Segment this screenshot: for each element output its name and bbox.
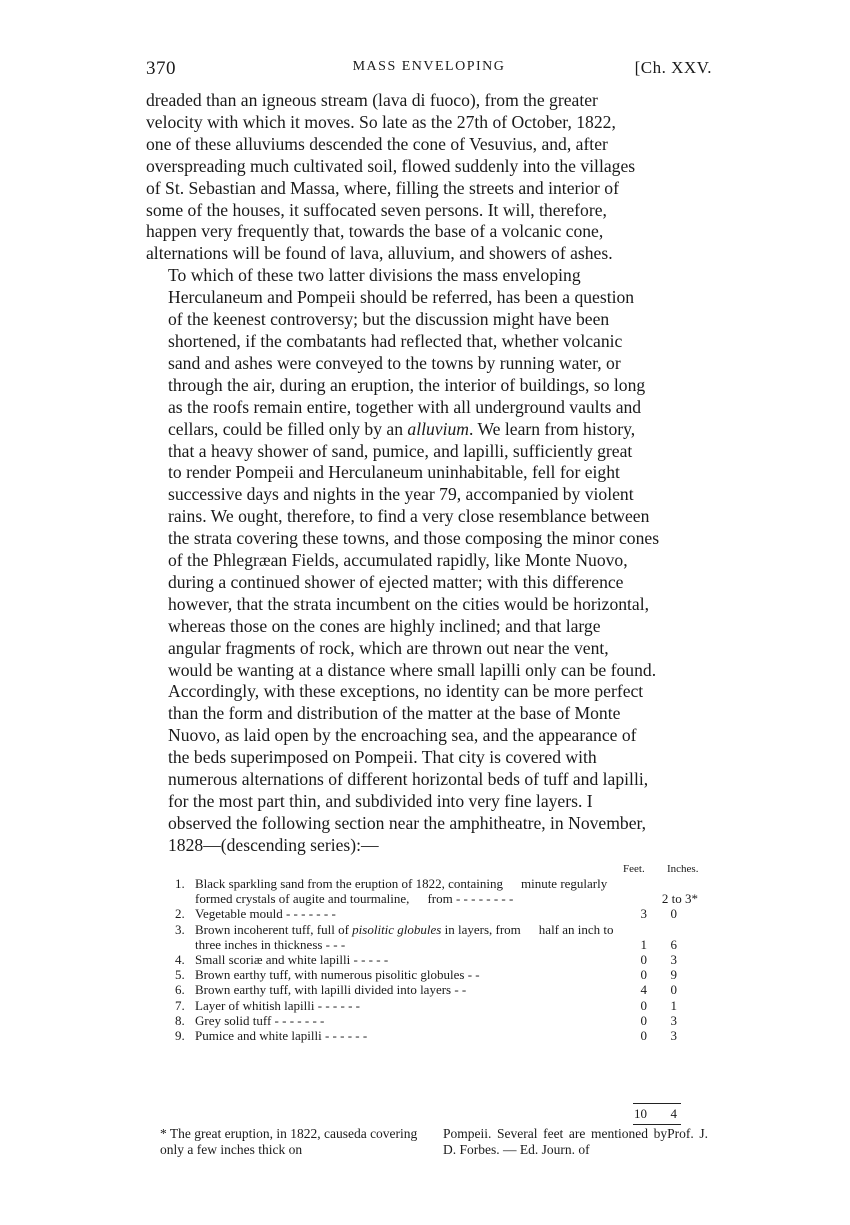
row-number: 1. <box>175 876 185 891</box>
emphasis: alluvium <box>407 418 469 439</box>
section-row <box>175 1028 705 1043</box>
text-line: numerous alternations of different horizontal beds of tuff and lapilli, <box>168 769 649 790</box>
row-description-line: Brown earthy tuff, with numerous pisolitic globules - - <box>195 967 480 983</box>
text-line: for the most part thin, and subdivided into very fine layers. I <box>168 791 593 811</box>
text-line: the strata covering these towns, and those composing the minor cones <box>168 528 660 549</box>
text-line: cellars, could be filled only by an alluvium. We learn from history, <box>168 418 636 439</box>
text-line: overspreading much cultivated soil, flowed suddenly into the villages <box>146 155 636 176</box>
row-inches: 3 <box>670 1012 677 1028</box>
total-feet: 10 <box>634 1106 647 1121</box>
text-line: Accordingly, with these exceptions, no identity can be more perfect <box>168 681 644 702</box>
inches-column-header: Inches. <box>667 863 699 875</box>
row-feet: 4 <box>640 982 647 998</box>
row-number: 5. <box>175 967 185 983</box>
row-feet: 0 <box>640 952 647 968</box>
row-feet: 0 <box>640 997 647 1013</box>
total-inches: 4 <box>670 1106 677 1121</box>
row-number: 3. <box>175 921 185 937</box>
row-description <box>195 1013 615 1028</box>
text-line: rains. We ought, therefore, to find a very close resemblance between <box>168 506 650 527</box>
footnote-left-column <box>160 1126 435 1158</box>
row-description-line: half an inch to three inches in thickness - - - <box>195 921 614 952</box>
text-line: alternations will be found of lava, alluvium, and showers of ashes. <box>146 243 613 264</box>
total-underline <box>633 1124 681 1125</box>
row-feet: 0 <box>640 1012 647 1028</box>
text-line: however, that the strata incumbent on the cities would be horizontal, <box>168 593 650 614</box>
text-line: observed the following section near the amphitheatre, in November, <box>168 812 647 833</box>
row-description-line: minute regularly formed crystals of augite and tourmaline, <box>195 876 608 907</box>
text-line: to render Pompeii and Herculaneum uninhabitable, fell for eight <box>168 462 620 483</box>
emphasis: pisolitic globules <box>352 921 442 937</box>
text-line: than the form and distribution of the matter at the base of Monte <box>168 703 621 724</box>
text-line: during a continued shower of ejected matter; with this difference <box>168 571 624 592</box>
footnote-line: a covering only a few inches thick on <box>160 1126 418 1157</box>
row-description-line: Layer of whitish lapilli - - - - - - <box>195 997 360 1013</box>
row-description <box>195 922 615 952</box>
text-line: angular fragments of rock, which are thrown out near the vent, <box>168 637 609 658</box>
paragraph-1 <box>146 90 710 265</box>
body-text <box>146 90 710 857</box>
section-row <box>175 982 705 997</box>
row-description-line: Pumice and white lapilli - - - - - - <box>195 1028 368 1044</box>
row-description <box>195 982 615 997</box>
row-description <box>195 876 615 906</box>
row-inches: 3 <box>670 1028 677 1044</box>
text-line: successive days and nights in the year 79, accompanied by violent <box>168 484 634 505</box>
text-line: dreaded than an igneous stream (lava di fuoco), from the greater <box>146 90 598 110</box>
running-head <box>146 58 712 82</box>
text-line: To which of these two latter divisions the mass enveloping <box>168 265 581 286</box>
section-row <box>175 998 705 1013</box>
row-description-line: Vegetable mould - - - - - - - <box>195 906 336 922</box>
footnote-line: Prof. J. D. Forbes. — Ed. Journ. of <box>443 1126 708 1157</box>
page-number: 370 <box>146 58 176 79</box>
text-line: of the Phlegræan Fields, accumulated rapidly, like Monte Nuovo, <box>168 550 628 571</box>
text-line: one of these alluviums descended the cone of Vesuvius, and, after <box>146 133 608 154</box>
row-description-line: Brown incoherent tuff, full of pisolitic globules in layers, from <box>195 921 521 937</box>
row-number: 4. <box>175 952 185 968</box>
section-row <box>175 906 705 921</box>
text-line: sand and ashes were conveyed to the towns by running water, or <box>168 352 621 373</box>
row-number: 6. <box>175 982 185 998</box>
text-line: velocity with which it moves. So late as the 27th of October, 1822, <box>146 111 616 132</box>
text-line: of the keenest controversy; but the discussion might have been <box>168 309 610 330</box>
row-description <box>195 1028 615 1043</box>
row-number: 9. <box>175 1028 185 1044</box>
row-description-line: Grey solid tuff - - - - - - - <box>195 1012 325 1028</box>
row-inches: 3 <box>670 952 677 968</box>
row-description-line: from - - - - - - - - <box>427 891 514 907</box>
footnote-right-column <box>443 1126 708 1158</box>
text-line: as the roofs remain entire, together with all underground vaults and <box>168 396 642 417</box>
section-row <box>175 922 705 952</box>
row-description <box>195 967 615 982</box>
row-thickness-range: 2 to 3* <box>661 891 698 907</box>
row-number: 7. <box>175 997 185 1013</box>
row-number: 8. <box>175 1012 185 1028</box>
text-line: whereas those on the cones are highly inclined; and that large <box>168 615 601 636</box>
feet-column-header: Feet. <box>623 863 645 875</box>
row-description-line: Small scoriæ and white lapilli - - - - - <box>195 952 389 968</box>
row-inches: 0 <box>670 906 677 922</box>
footnote-line: Pompeii. Several feet are mentioned by <box>443 1126 668 1141</box>
text-line: happen very frequently that, towards the base of a volcanic cone, <box>146 221 604 242</box>
row-inches: 9 <box>670 967 677 983</box>
row-feet: 0 <box>640 1028 647 1044</box>
row-description-line: Brown earthy tuff, with lapilli divided into layers - - <box>195 982 467 998</box>
row-description-line: Black sparkling sand from the eruption of 1822, containing <box>195 876 503 891</box>
running-title: MASS ENVELOPING <box>352 59 506 74</box>
text-line: some of the houses, it suffocated seven persons. It will, therefore, <box>146 199 607 220</box>
text-line: 1828—(descending series):— <box>168 834 379 855</box>
section-row <box>175 967 705 982</box>
row-inches: 1 <box>670 997 677 1013</box>
row-feet: 1 <box>640 936 647 952</box>
total-rule <box>633 1103 681 1104</box>
section-row <box>175 1013 705 1028</box>
row-number: 2. <box>175 906 185 922</box>
text-line: would be wanting at a distance where small lapilli only can be found. <box>168 659 657 680</box>
section-rows <box>175 876 705 1043</box>
text-line: that a heavy shower of sand, pumice, and lapilli, sufficiently great <box>168 440 633 461</box>
section-row <box>175 876 705 906</box>
text-line: Herculaneum and Pompeii should be referred, has been a question <box>168 287 635 308</box>
row-description <box>195 952 615 967</box>
footnote-line: * The great eruption, in 1822, caused <box>160 1126 361 1141</box>
text-line: through the air, during an eruption, the interior of buildings, so long <box>168 374 646 395</box>
section-row <box>175 952 705 967</box>
row-feet: 3 <box>640 906 647 922</box>
row-inches: 0 <box>670 982 677 998</box>
chapter-reference: [Ch. XXV. <box>634 58 712 77</box>
row-description <box>195 998 615 1013</box>
row-feet: 0 <box>640 967 647 983</box>
row-inches: 6 <box>670 936 677 952</box>
paragraph-2 <box>146 265 710 856</box>
text-line: shortened, if the combatants had reflected that, whether volcanic <box>168 330 623 351</box>
row-description <box>195 906 615 921</box>
text-line: the beds superimposed on Pompeii. That city is covered with <box>168 747 597 768</box>
text-line: of St. Sebastian and Massa, where, filling the streets and interior of <box>146 177 619 198</box>
text-line: Nuovo, as laid open by the encroaching sea, and the appearance of <box>168 725 637 746</box>
